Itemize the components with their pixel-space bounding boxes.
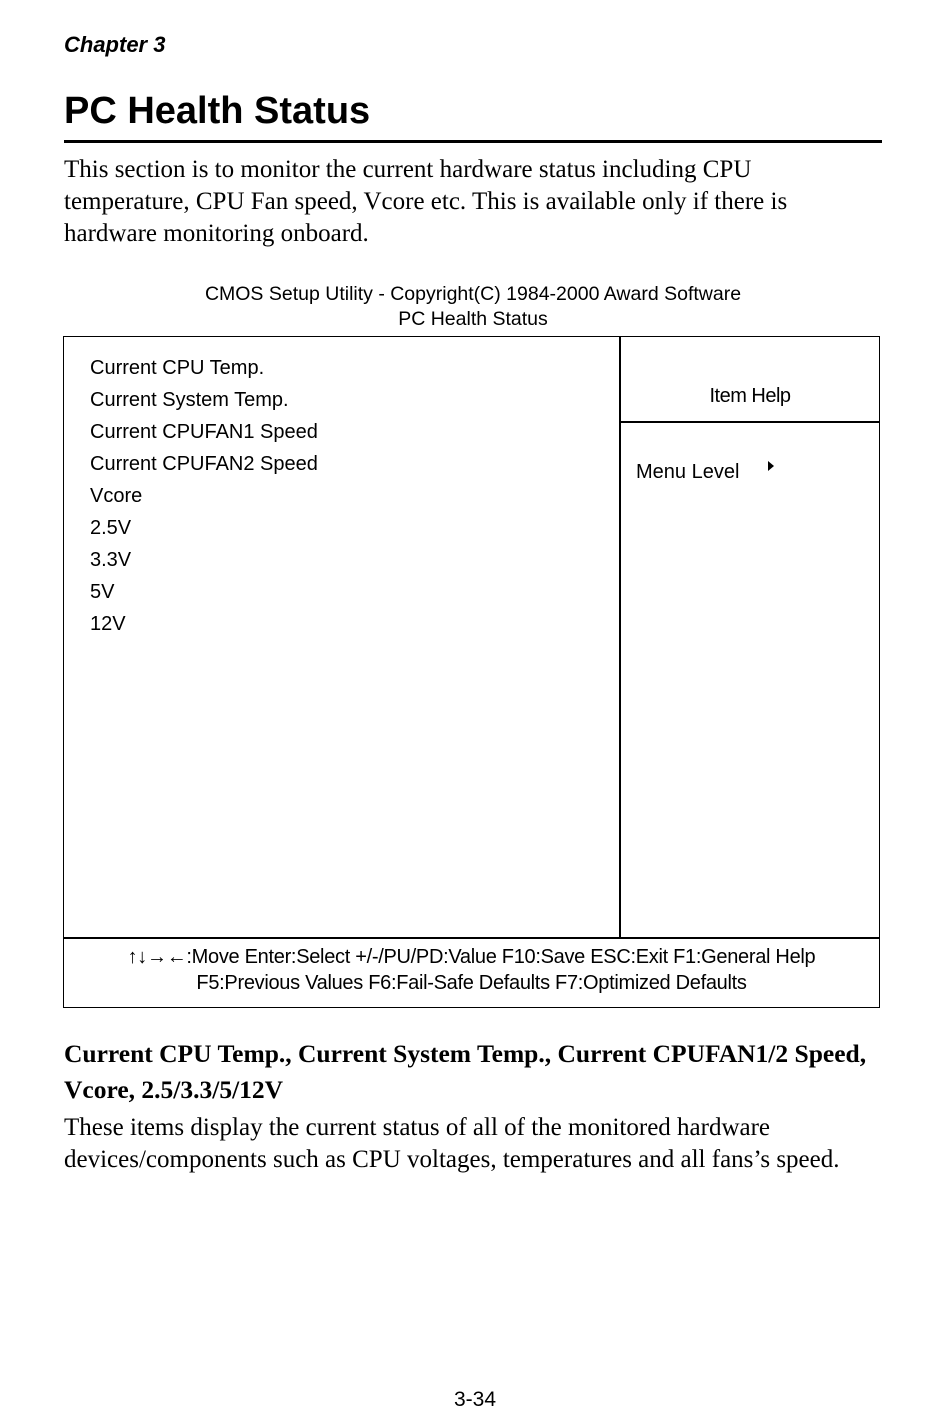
bios-item-12v: 12V xyxy=(90,613,126,635)
bios-footer-keys-line2: F5:Previous Values F6:Fail-Safe Defaults F7:Optimized Defaults xyxy=(196,972,747,994)
page-number: 3-34 xyxy=(453,1388,497,1411)
bios-item-cpufan1-speed: Current CPUFAN1 Speed xyxy=(90,421,318,443)
bios-item-5v: 5V xyxy=(90,581,115,603)
bios-item-system-temp: Current System Temp. xyxy=(90,389,289,411)
chapter-label: Chapter 3 xyxy=(64,32,166,57)
bios-caption-title: PC Health Status xyxy=(398,308,548,330)
title-rule xyxy=(64,140,882,143)
bios-item-3-3v: 3.3V xyxy=(90,549,132,571)
menu-level-label: Menu Level xyxy=(636,461,740,483)
section-heading: Current CPU Temp., Current System Temp., Current CPUFAN1/2 Speed, Vcore, 2.5/3.3/5/12V xyxy=(64,1039,867,1104)
bios-item-cpu-temp: Current CPU Temp. xyxy=(90,357,265,379)
section-body: These items display the current status of all of the monitored hardware devices/components such as CPU voltages, temperatures and all fans’s speed. xyxy=(64,1114,840,1173)
bios-panel-divider xyxy=(619,337,621,937)
bios-item-cpufan2-speed: Current CPUFAN2 Speed xyxy=(90,453,318,475)
bios-caption-copyright: CMOS Setup Utility - Copyright(C) 1984-2000 Award Software xyxy=(204,283,742,305)
bios-footer-keys-line1: ↑↓→←:Move Enter:Select +/-/PU/PD:Value F10:Save ESC:Exit F1:General Help xyxy=(127,946,816,968)
bios-item-2-5v: 2.5V xyxy=(90,517,132,539)
bios-item-list xyxy=(90,352,318,640)
item-help-title: Item Help xyxy=(709,385,791,407)
bios-help-divider xyxy=(620,421,880,423)
bios-item-vcore: Vcore xyxy=(90,485,143,507)
bios-footer-divider xyxy=(63,937,880,939)
menu-level-arrow-icon xyxy=(768,461,774,471)
page-title: PC Health Status xyxy=(64,90,371,132)
intro-paragraph: This section is to monitor the current hardware status including CPU temperature, CPU Fan speed, Vcore etc. This is available only if there is hardware monitoring onboard. xyxy=(64,156,788,247)
